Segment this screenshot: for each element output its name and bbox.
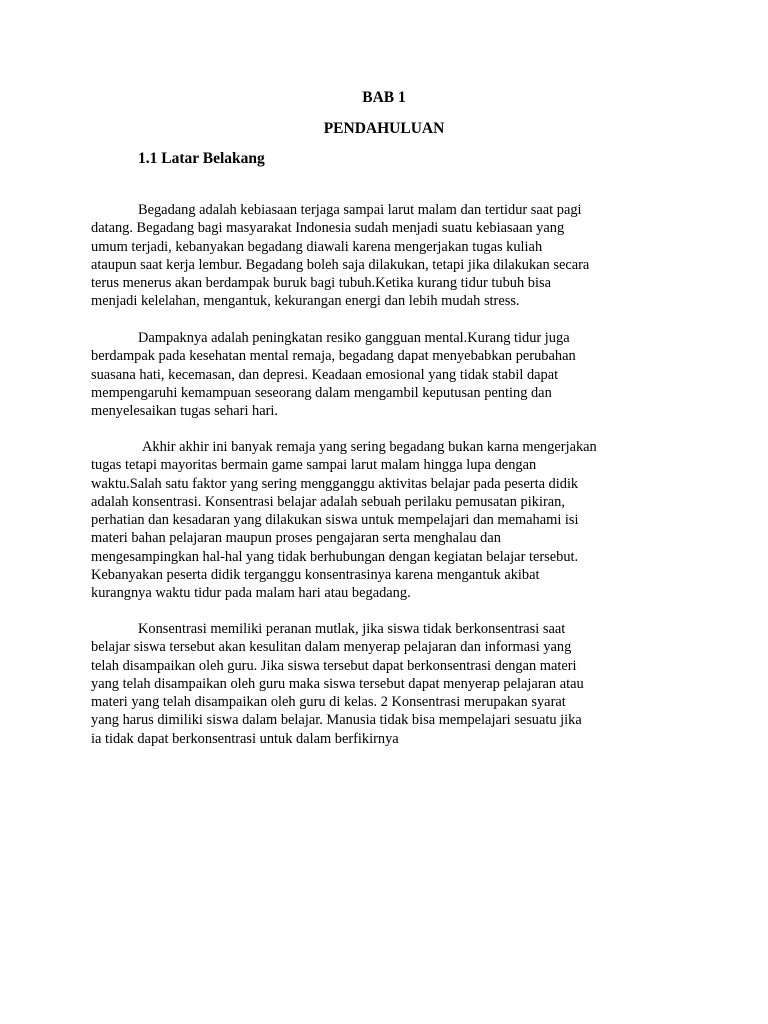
paragraph-line: menyelesaikan tugas sehari hari. [91, 403, 279, 420]
paragraph-line: materi yang telah disampaikan oleh guru di kelas. 2 Konsentrasi merupakan syarat [91, 694, 566, 711]
paragraph-line: belajar siswa tersebut akan kesulitan dalam menyerap pelajaran dan informasi yang [91, 639, 572, 656]
paragraph-line: menjadi kelelahan, mengantuk, kekurangan energi dan lebih mudah stress. [91, 293, 520, 310]
paragraph-line: Dampaknya adalah peningkatan resiko gangguan mental.Kurang tidur juga [138, 330, 570, 346]
paragraph-line: materi bahan pelajaran maupun proses pengajaran serta menghalau dan [91, 530, 501, 547]
paragraph-line: yang telah disampaikan oleh guru maka siswa tersebut dapat menyerap pelajaran atau [91, 675, 584, 692]
paragraph-1 [91, 201, 691, 311]
chapter-title: PENDAHULUAN [323, 120, 445, 137]
paragraph-line: kurangnya waktu tidur pada malam hari atau begadang. [91, 585, 411, 602]
paragraph-line: Konsentrasi memiliki peranan mutlak, jika siswa tidak berkonsentrasi saat [138, 621, 566, 637]
paragraph-line: mempengaruhi kemampuan seseorang dalam mengambil keputusan penting dan [91, 384, 552, 401]
paragraph-line: datang. Begadang bagi masyarakat Indonesia sudah menjadi suatu kebiasaan yang [91, 220, 565, 237]
paragraph-line: berdampak pada kesehatan mental remaja, begadang dapat menyebabkan perubahan [91, 348, 576, 365]
paragraph-line: mengesampingkan hal-hal yang tidak berhubungan dengan kegiatan belajar tersebut. [91, 548, 579, 565]
chapter-heading: BAB 1 [362, 89, 406, 106]
paragraph-line: ia tidak dapat berkonsentrasi untuk dalam berfikirnya [91, 730, 399, 747]
paragraph-2 [91, 329, 691, 420]
section-heading: 1.1 Latar Belakang [138, 150, 265, 167]
paragraph-3 [91, 438, 691, 603]
paragraph-line: suasana hati, kecemasan, dan depresi. Keadaan emosional yang tidak stabil dapat [91, 366, 559, 383]
paragraph-line: adalah konsentrasi. Konsentrasi belajar adalah sebuah perilaku pemusatan pikiran, [91, 493, 565, 510]
paragraph-line: waktu.Salah satu faktor yang sering mengganggu aktivitas belajar pada peserta didik [91, 475, 579, 492]
paragraph-line: terus menerus akan berdampak buruk bagi tubuh.Ketika kurang tidur tubuh bisa [91, 275, 551, 292]
paragraph-line: umum terjadi, kebanyakan begadang diawali karena mengerjakan tugas kuliah [91, 238, 543, 255]
paragraph-line: Begadang adalah kebiasaan terjaga sampai larut malam dan tertidur saat pagi [138, 202, 582, 218]
paragraph-line: telah disampaikan oleh guru. Jika siswa tersebut dapat berkonsentrasi dengan materi [91, 657, 577, 674]
paragraph-4 [91, 620, 691, 748]
paragraph-line: tugas tetapi mayoritas bermain game sampai larut malam hingga lupa dengan [91, 457, 537, 474]
paragraph-line: perhatian dan kesadaran yang dilakukan siswa untuk mempelajari dan memahami isi [91, 512, 579, 529]
paragraph-line: Kebanyakan peserta didik terganggu konsentrasinya karena mengantuk akibat [91, 567, 540, 584]
paragraph-line: Akhir akhir ini banyak remaja yang sering begadang bukan karna mengerjakan [142, 439, 597, 455]
paragraph-line: yang harus dimiliki siswa dalam belajar. Manusia tidak bisa mempelajari sesuatu jika [91, 712, 582, 729]
paragraph-line: ataupun saat kerja lembur. Begadang boleh saja dilakukan, tetapi jika dilakukan secara [91, 256, 590, 273]
